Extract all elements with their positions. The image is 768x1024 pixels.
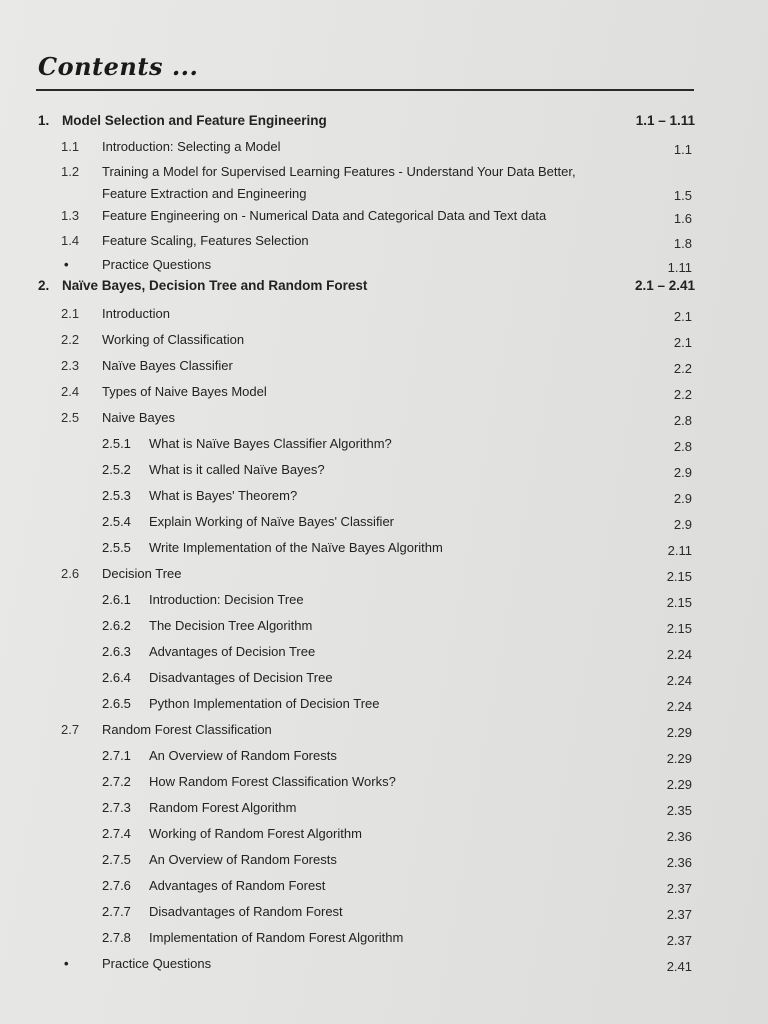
entry-page: 2.9: [673, 517, 692, 532]
entry-number: 2.7.6: [102, 878, 131, 893]
entry-title: Practice Questions: [102, 257, 212, 272]
entry-title: Write Implementation of the Naïve Bayes Algorithm: [149, 540, 443, 555]
entry-page: 2.29: [666, 777, 692, 792]
entry-number: 2.5: [61, 410, 80, 425]
bullet-icon: •: [64, 956, 69, 971]
entry-title: What is Bayes' Theorem?: [149, 488, 298, 503]
entry-page: 2.24: [666, 673, 692, 688]
entry-page: 2.8: [673, 439, 692, 454]
entry-page: 2.35: [666, 803, 692, 818]
entry-number: 2.6.3: [102, 644, 131, 659]
bullet-icon: •: [64, 257, 69, 272]
entry-title: Advantages of Random Forest: [149, 878, 326, 893]
entry-number: 2.7.5: [102, 852, 131, 867]
entry-number: 2.1: [61, 306, 80, 321]
entry-page: 2.37: [666, 907, 692, 922]
entry-title: Advantages of Decision Tree: [149, 644, 316, 659]
entry-title: What is Naïve Bayes Classifier Algorithm?: [149, 436, 392, 451]
entry-number: 2.5.4: [102, 514, 131, 529]
entry-number: 2.6.1: [102, 592, 131, 607]
entry-number: 2.6.4: [102, 670, 131, 685]
entry-title: Explain Working of Naïve Bayes' Classifier: [149, 514, 395, 529]
entry-number: 2.4: [61, 384, 80, 399]
entry-number: 2.2: [61, 332, 80, 347]
entry-number: 2.5.2: [102, 462, 131, 477]
entry-title: Python Implementation of Decision Tree: [149, 696, 380, 711]
chapter-number: 1.: [38, 113, 50, 128]
entry-page: 1.1: [673, 142, 692, 157]
entry-title: Working of Random Forest Algorithm: [149, 826, 362, 841]
entry-title: Disadvantages of Decision Tree: [149, 670, 333, 685]
entry-title: Implementation of Random Forest Algorithm: [149, 930, 404, 945]
entry-number: 2.5.5: [102, 540, 131, 555]
entry-page: 2.24: [666, 647, 692, 662]
entry-title: Random Forest Algorithm: [149, 800, 297, 815]
entry-number: 2.6.2: [102, 618, 131, 633]
chapter-page-range: 2.1 – 2.41: [634, 278, 695, 293]
chapter-title: Naïve Bayes, Decision Tree and Random Forest: [62, 278, 368, 293]
entry-page: 2.36: [666, 855, 692, 870]
entry-page: 1.5: [673, 188, 692, 203]
entry-title: Types of Naive Bayes Model: [102, 384, 267, 399]
entry-title: Feature Scaling, Features Selection: [102, 233, 309, 248]
entry-page: 2.29: [666, 751, 692, 766]
entry-title: Decision Tree: [102, 566, 182, 581]
entry-page: 2.9: [673, 491, 692, 506]
entry-number: 2.6.5: [102, 696, 131, 711]
entry-title: An Overview of Random Forests: [149, 852, 337, 867]
entry-title: Training a Model for Supervised Learning Features - Understand Your Data Better,: [102, 164, 576, 179]
entry-number: 2.5.3: [102, 488, 131, 503]
entry-title: Introduction: Selecting a Model: [102, 139, 281, 154]
entry-page: 2.41: [666, 959, 692, 974]
entry-page: 2.37: [666, 881, 692, 896]
entry-page: 2.2: [673, 361, 692, 376]
entry-title: Disadvantages of Random Forest: [149, 904, 343, 919]
entry-number: 2.7.1: [102, 748, 131, 763]
entry-page: 2.24: [666, 699, 692, 714]
entry-number: 2.3: [61, 358, 80, 373]
entry-number: 2.7: [61, 722, 80, 737]
entry-title: Introduction: [102, 306, 170, 321]
entry-title: An Overview of Random Forests: [149, 748, 337, 763]
entry-page: 2.36: [666, 829, 692, 844]
entry-title: Introduction: Decision Tree: [149, 592, 304, 607]
entry-number: 2.7.4: [102, 826, 131, 841]
entry-title-continued: Feature Extraction and Engineering: [102, 186, 307, 201]
entry-page: 2.15: [666, 595, 692, 610]
entry-title: Random Forest Classification: [102, 722, 272, 737]
entry-page: 2.29: [666, 725, 692, 740]
entry-page: 2.8: [673, 413, 692, 428]
entry-title: Working of Classification: [102, 332, 245, 347]
entry-title: How Random Forest Classification Works?: [149, 774, 396, 789]
entry-title: Naïve Bayes Classifier: [102, 358, 233, 373]
entry-title: Practice Questions: [102, 956, 212, 971]
entry-number: 2.7.2: [102, 774, 131, 789]
entry-number: 2.6: [61, 566, 80, 581]
entry-page: 2.9: [673, 465, 692, 480]
entry-page: 2.15: [666, 569, 692, 584]
chapter-number: 2.: [38, 278, 50, 293]
entry-page: 1.8: [673, 236, 692, 251]
entry-title: The Decision Tree Algorithm: [149, 618, 313, 633]
entry-number: 2.7.7: [102, 904, 131, 919]
entry-page: 1.11: [667, 260, 692, 275]
entry-page: 2.11: [667, 543, 692, 558]
entry-number: 1.1: [61, 139, 80, 154]
entry-number: 2.7.8: [102, 930, 131, 945]
entry-number: 1.2: [61, 164, 80, 179]
entry-number: 2.7.3: [102, 800, 131, 815]
entry-page: 1.6: [673, 211, 692, 226]
entry-number: 1.4: [61, 233, 80, 248]
entry-page: 2.1: [673, 309, 692, 324]
entry-title: Naive Bayes: [102, 410, 175, 425]
chapter-title: Model Selection and Feature Engineering: [62, 113, 327, 128]
entry-page: 2.15: [666, 621, 692, 636]
entry-page: 2.1: [673, 335, 692, 350]
entry-title: Feature Engineering on - Numerical Data and Categorical Data and Text data: [102, 208, 547, 223]
entry-page: 2.37: [666, 933, 692, 948]
entry-number: 1.3: [61, 208, 80, 223]
entry-title: What is it called Naïve Bayes?: [149, 462, 325, 477]
entry-number: 2.5.1: [102, 436, 131, 451]
entry-page: 2.2: [673, 387, 692, 402]
page-title: Contents ...: [38, 52, 199, 81]
chapter-page-range: 1.1 – 1.11: [635, 113, 695, 128]
